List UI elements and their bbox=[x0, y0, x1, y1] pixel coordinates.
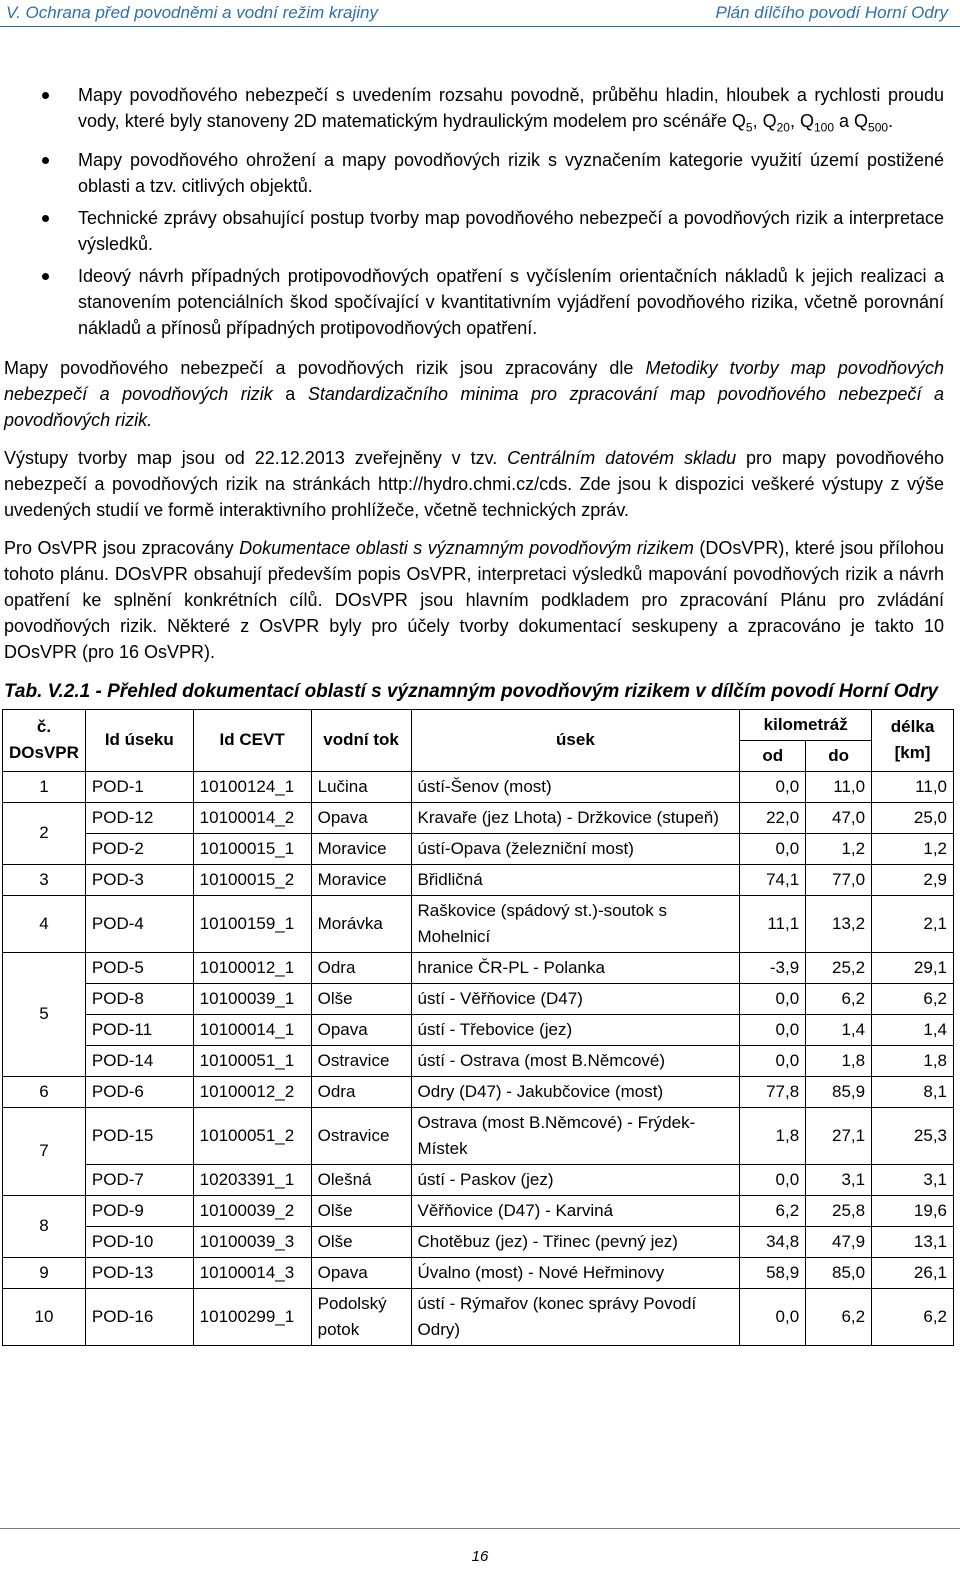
header-document-title: Plán dílčího povodí Horní Odry bbox=[715, 3, 948, 22]
table-row bbox=[3, 1288, 954, 1345]
table-cell: 1,8 bbox=[806, 1045, 872, 1076]
table-cell: POD-9 bbox=[85, 1195, 193, 1226]
bullet-icon bbox=[42, 157, 49, 164]
bullet-icon bbox=[42, 92, 49, 99]
table-cell: POD-1 bbox=[85, 771, 193, 802]
table-cell: Odry (D47) - Jakubčovice (most) bbox=[411, 1076, 740, 1107]
table-cell: ústí - Paskov (jez) bbox=[411, 1164, 740, 1195]
header-cell: vodní tok bbox=[311, 709, 411, 771]
table-cell: 25,0 bbox=[872, 802, 954, 833]
table-cell: 10100039_3 bbox=[193, 1226, 311, 1257]
table-cell: Ostravice bbox=[311, 1107, 411, 1164]
table-cell: ústí-Opava (železniční most) bbox=[411, 833, 740, 864]
table-cell: 74,1 bbox=[740, 864, 806, 895]
table-cell: ústí - Rýmařov (konec správy Povodí Odry) bbox=[411, 1288, 740, 1345]
table-cell: 10100039_1 bbox=[193, 983, 311, 1014]
table-row bbox=[3, 1226, 954, 1257]
table-cell: 25,8 bbox=[806, 1195, 872, 1226]
table-body bbox=[3, 771, 954, 1345]
dosvpr-number-cell: 10 bbox=[3, 1288, 86, 1345]
table-cell: 47,9 bbox=[806, 1226, 872, 1257]
page-header bbox=[0, 0, 960, 27]
table-cell: POD-4 bbox=[85, 895, 193, 952]
paragraph-dosvpr: Pro OsVPR jsou zpracovány Dokumentace oblasti s významným povodňovým rizikem (DOsVPR), které jsou přílohou tohoto plánu. DOsVPR obsahují především popis OsVPR, interpretaci výsledků mapování povodňových rizik a návrh opatření ke splnění konkrétních cílů. DOsVPR jsou hlavním podkladem pro zpracování Plánu pro zvládání povodňových rizik. Některé z OsVPR byly pro účely tvorby dokumentací seskupeny a zpracováno je takto 10 DOsVPR (pro 16 OsVPR). bbox=[4, 537, 945, 662]
table-cell: 6,2 bbox=[740, 1195, 806, 1226]
header-cell: Id úseku bbox=[85, 709, 193, 771]
table-row bbox=[3, 1076, 954, 1107]
table-cell: Břidličná bbox=[411, 864, 740, 895]
table-cell: Morávka bbox=[311, 895, 411, 952]
table-cell: Olše bbox=[311, 1226, 411, 1257]
table-row bbox=[3, 1195, 954, 1226]
table-cell: Moravice bbox=[311, 833, 411, 864]
table-cell: 0,0 bbox=[740, 1014, 806, 1045]
table-cell: 6,2 bbox=[872, 983, 954, 1014]
table-cell: ústí - Třebovice (jez) bbox=[411, 1014, 740, 1045]
list-item: Technické zprávy obsahující postup tvorby map povodňového nebezpečí a povodňových rizik a interpretace výsledků. bbox=[4, 205, 944, 257]
list-item: Ideový návrh případných protipovodňových opatření s vyčíslením orientačních nákladů k jejich realizaci a stanovením potenciálních škod spočívající v kvantitativním vyjádření povodňového rizika, včetně porovnání nákladů a přínosů případných protipovodňových opatření. bbox=[4, 263, 944, 341]
bullet-list bbox=[4, 82, 944, 341]
table-cell: POD-3 bbox=[85, 864, 193, 895]
table-cell: 11,0 bbox=[872, 771, 954, 802]
table-cell: 10100014_3 bbox=[193, 1257, 311, 1288]
table-row bbox=[3, 802, 954, 833]
table-cell: 1,2 bbox=[806, 833, 872, 864]
table-row bbox=[3, 1257, 954, 1288]
table-cell: 85,9 bbox=[806, 1076, 872, 1107]
table-cell: hranice ČR-PL - Polanka bbox=[411, 952, 740, 983]
table-cell: Ostravice bbox=[311, 1045, 411, 1076]
table-cell: 29,1 bbox=[872, 952, 954, 983]
table-cell: POD-12 bbox=[85, 802, 193, 833]
table-cell: Podolský potok bbox=[311, 1288, 411, 1345]
table-cell: 1,8 bbox=[740, 1107, 806, 1164]
dosvpr-number-cell: 5 bbox=[3, 952, 86, 1076]
header-chapter-title: V. Ochrana před povodněmi a vodní režim krajiny bbox=[6, 3, 378, 22]
table-cell: Odra bbox=[311, 1076, 411, 1107]
table-cell: 0,0 bbox=[740, 983, 806, 1014]
table-cell: 10100015_2 bbox=[193, 864, 311, 895]
table-cell: Ostrava (most B.Němcové) - Frýdek-Místek bbox=[411, 1107, 740, 1164]
dosvpr-number-cell: 7 bbox=[3, 1107, 86, 1195]
table-cell: 10100299_1 bbox=[193, 1288, 311, 1345]
dosvpr-number-cell: 4 bbox=[3, 895, 86, 952]
table-cell: 25,3 bbox=[872, 1107, 954, 1164]
header-cell: č. DOsVPR bbox=[3, 709, 86, 771]
table-cell: Odra bbox=[311, 952, 411, 983]
table-cell: 22,0 bbox=[740, 802, 806, 833]
table-cell: POD-16 bbox=[85, 1288, 193, 1345]
table-cell: 10100124_1 bbox=[193, 771, 311, 802]
table-cell: 6,2 bbox=[806, 1288, 872, 1345]
table-row bbox=[3, 771, 954, 802]
table-cell: 6,2 bbox=[872, 1288, 954, 1345]
header-cell: délka [km] bbox=[872, 709, 954, 771]
table-cell: 1,2 bbox=[872, 833, 954, 864]
table-row bbox=[3, 833, 954, 864]
table-cell: 11,0 bbox=[806, 771, 872, 802]
table-cell: 58,9 bbox=[740, 1257, 806, 1288]
table-cell: 0,0 bbox=[740, 771, 806, 802]
table-caption: Tab. V.2.1 - Přehled dokumentací oblastí s významným povodňovým rizikem v dílčím povodí Horní Odry bbox=[4, 680, 939, 702]
table-cell: 3,1 bbox=[872, 1164, 954, 1195]
table-cell: 0,0 bbox=[740, 1164, 806, 1195]
page-number: 16 bbox=[471, 1548, 489, 1565]
header-cell: úsek bbox=[411, 709, 740, 771]
table-cell: Opava bbox=[311, 1014, 411, 1045]
table-cell: 27,1 bbox=[806, 1107, 872, 1164]
table-cell: 11,1 bbox=[740, 895, 806, 952]
table-cell: 47,0 bbox=[806, 802, 872, 833]
table-cell: 13,2 bbox=[806, 895, 872, 952]
table-cell: POD-8 bbox=[85, 983, 193, 1014]
table-row bbox=[3, 1164, 954, 1195]
paragraph-outputs: Výstupy tvorby map jsou od 22.12.2013 zveřejněny v tzv. Centrálním datovém skladu pro mapy povodňového nebezpečí a povodňových rizik na stránkách http://hydro.chmi.cz/cds. Zde jsou k dispozici veškeré výstupy z výše uvedených studií ve formě interaktivního prohlížeče, včetně technických zpráv. bbox=[4, 447, 944, 520]
table-cell: 77,0 bbox=[806, 864, 872, 895]
paragraph-methodology: Mapy povodňového nebezpečí a povodňových rizik jsou zpracovány dle Metodiky tvorby map povodňových nebezpečí a povodňových rizik a Standardizačního minima pro zpracování map povodňového nebezpečí a povodňových rizik. bbox=[4, 357, 944, 430]
table-cell: 1,4 bbox=[806, 1014, 872, 1045]
dosvpr-table bbox=[2, 709, 954, 1346]
table-cell: 13,1 bbox=[872, 1226, 954, 1257]
header-cell: Id CEVT bbox=[193, 709, 311, 771]
table-cell: ústí - Věřňovice (D47) bbox=[411, 983, 740, 1014]
table-cell: 10100051_2 bbox=[193, 1107, 311, 1164]
table-cell: 19,6 bbox=[872, 1195, 954, 1226]
table-cell: POD-11 bbox=[85, 1014, 193, 1045]
table-cell: ústí-Šenov (most) bbox=[411, 771, 740, 802]
table-row bbox=[3, 983, 954, 1014]
table-cell: Chotěbuz (jez) - Třinec (pevný jez) bbox=[411, 1226, 740, 1257]
table-cell: Olše bbox=[311, 1195, 411, 1226]
table-cell: 77,8 bbox=[740, 1076, 806, 1107]
header-cell: od bbox=[740, 740, 806, 771]
table-cell: 10100051_1 bbox=[193, 1045, 311, 1076]
table-cell: 3,1 bbox=[806, 1164, 872, 1195]
table-cell: 1,8 bbox=[872, 1045, 954, 1076]
table-cell: Raškovice (spádový st.)-soutok s Mohelnicí bbox=[411, 895, 740, 952]
table-cell: POD-14 bbox=[85, 1045, 193, 1076]
table-cell: POD-6 bbox=[85, 1076, 193, 1107]
table-cell: Moravice bbox=[311, 864, 411, 895]
table-cell: POD-7 bbox=[85, 1164, 193, 1195]
list-item: Mapy povodňového nebezpečí s uvedením rozsahu povodně, průběhu hladin, hloubek a rychlosti proudu vody, které byly stanoveny 2D matematickým hydraulickým modelem pro scénáře $Q_5$, $Q_{20}$, $Q_{100}$ a $Q_{500}$. bbox=[4, 82, 944, 141]
table-cell: Olše bbox=[311, 983, 411, 1014]
table-cell: 0,0 bbox=[740, 1288, 806, 1345]
table-cell: 2,1 bbox=[872, 895, 954, 952]
table-cell: 10100012_1 bbox=[193, 952, 311, 983]
table-cell: 85,0 bbox=[806, 1257, 872, 1288]
table-cell: 26,1 bbox=[872, 1257, 954, 1288]
dosvpr-number-cell: 1 bbox=[3, 771, 86, 802]
table-row bbox=[3, 952, 954, 983]
table-row bbox=[3, 895, 954, 952]
table-cell: Opava bbox=[311, 802, 411, 833]
table-cell: POD-2 bbox=[85, 833, 193, 864]
dosvpr-number-cell: 9 bbox=[3, 1257, 86, 1288]
table-cell: -3,9 bbox=[740, 952, 806, 983]
header-cell: do bbox=[806, 740, 872, 771]
table-row bbox=[3, 864, 954, 895]
dosvpr-number-cell: 3 bbox=[3, 864, 86, 895]
table-cell: 10100039_2 bbox=[193, 1195, 311, 1226]
table-cell: Olešná bbox=[311, 1164, 411, 1195]
table-cell: 34,8 bbox=[740, 1226, 806, 1257]
list-item: Mapy povodňového ohrožení a mapy povodňových rizik s vyznačením kategorie využití území postižené oblasti a tzv. citlivých objektů. bbox=[4, 147, 944, 199]
bullet-icon bbox=[42, 273, 49, 280]
table-cell: Opava bbox=[311, 1257, 411, 1288]
table-cell: Věřňovice (D47) - Karviná bbox=[411, 1195, 740, 1226]
table-cell: 25,2 bbox=[806, 952, 872, 983]
table-cell: 10100014_2 bbox=[193, 802, 311, 833]
table-cell: 10100012_2 bbox=[193, 1076, 311, 1107]
table-cell: Kravaře (jez Lhota) - Držkovice (stupeň) bbox=[411, 802, 740, 833]
table-cell: 0,0 bbox=[740, 833, 806, 864]
table-row bbox=[3, 1014, 954, 1045]
footer-divider bbox=[0, 1528, 960, 1529]
table-cell: 6,2 bbox=[806, 983, 872, 1014]
table-cell: 10203391_1 bbox=[193, 1164, 311, 1195]
table-cell: POD-15 bbox=[85, 1107, 193, 1164]
bullet-icon bbox=[42, 215, 49, 222]
table-cell: POD-13 bbox=[85, 1257, 193, 1288]
dosvpr-number-cell: 2 bbox=[3, 802, 86, 864]
table-cell: 1,4 bbox=[872, 1014, 954, 1045]
table-cell: POD-5 bbox=[85, 952, 193, 983]
table-cell: POD-10 bbox=[85, 1226, 193, 1257]
table-cell: 10100159_1 bbox=[193, 895, 311, 952]
table-cell: ústí - Ostrava (most B.Němcové) bbox=[411, 1045, 740, 1076]
table-cell: 10100015_1 bbox=[193, 833, 311, 864]
table-row bbox=[3, 1107, 954, 1164]
dosvpr-number-cell: 6 bbox=[3, 1076, 86, 1107]
header-cell: kilometráž bbox=[740, 709, 872, 740]
table-cell: Úvalno (most) - Nové Heřminovy bbox=[411, 1257, 740, 1288]
table-cell: 0,0 bbox=[740, 1045, 806, 1076]
page-content bbox=[4, 82, 947, 1346]
table-cell: 2,9 bbox=[872, 864, 954, 895]
dosvpr-number-cell: 8 bbox=[3, 1195, 86, 1257]
table-cell: Lučina bbox=[311, 771, 411, 802]
table-cell: 10100014_1 bbox=[193, 1014, 311, 1045]
table-cell: 8,1 bbox=[872, 1076, 954, 1107]
table-row bbox=[3, 1045, 954, 1076]
